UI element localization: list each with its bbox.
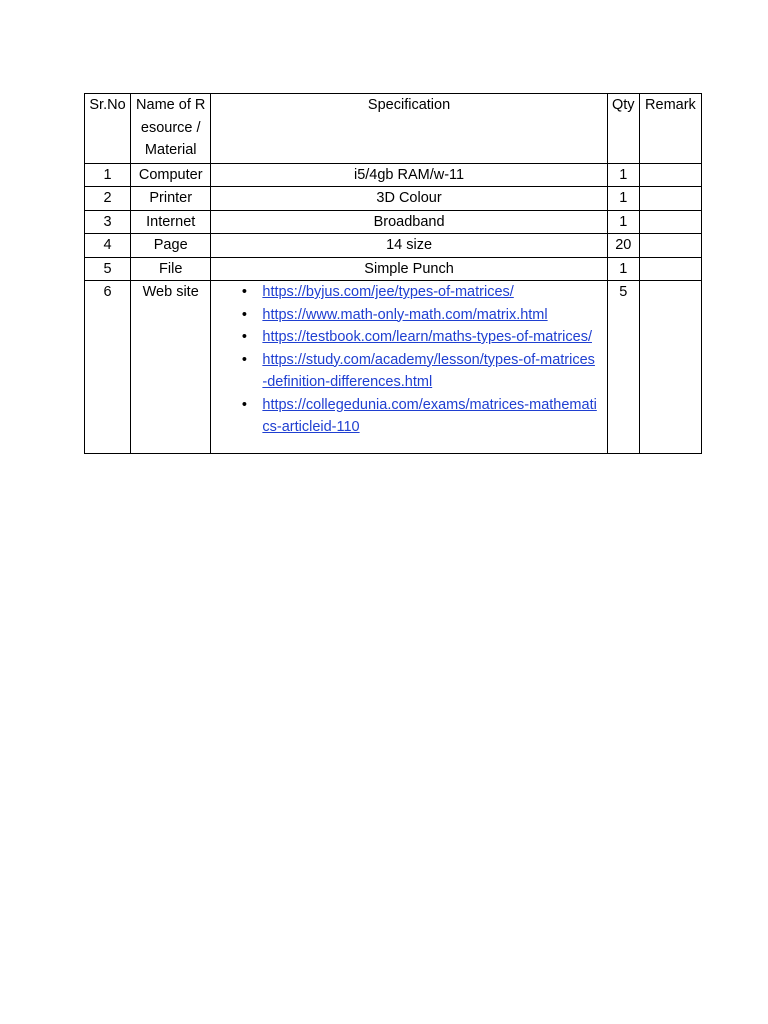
list-item [215,281,602,304]
cell-qty: 5 [607,281,639,454]
website-link-list [215,281,602,453]
list-item [215,349,602,394]
cell-remark [639,187,701,211]
cell-remark [639,257,701,281]
cell-sr-no: 1 [85,163,131,187]
list-item [215,304,602,327]
cell-remark [639,234,701,258]
bullet-icon: • [241,351,247,368]
link-math-only-math[interactable]: https://www.math-only-math.com/matrix.html [262,306,548,323]
bullet-icon: • [241,284,247,300]
header-sr-no: Sr.No [85,94,131,164]
link-study-com[interactable]: https://study.com/academy/lesson/types-of-matrices-definition-differences.html [262,351,595,390]
cell-sr-no: 4 [85,234,131,258]
cell-sr-no: 2 [85,187,131,211]
bullet-icon: • [241,396,247,413]
cell-sr-no: 5 [85,257,131,281]
cell-specification-links [211,281,607,454]
cell-remark [639,281,701,454]
cell-sr-no: 3 [85,210,131,234]
link-testbook[interactable]: https://testbook.com/learn/maths-types-of-matrices/ [262,329,592,345]
cell-name: Page [131,234,211,258]
cell-specification: Simple Punch [211,257,607,281]
cell-qty: 1 [607,163,639,187]
cell-qty: 1 [607,210,639,234]
header-qty: Qty [607,94,639,164]
cell-specification: Broadband [211,210,607,234]
bullet-icon: • [241,329,247,345]
cell-name: Printer [131,187,211,211]
cell-name: Computer [131,163,211,187]
cell-specification: 14 size [211,234,607,258]
header-specification: Specification [211,94,607,164]
cell-specification: 3D Colour [211,187,607,211]
table-header-row [85,94,702,164]
cell-name: Web site [131,281,211,454]
table-row [85,257,702,281]
cell-remark [639,163,701,187]
link-collegedunia[interactable]: https://collegedunia.com/exams/matrices-mathematics-articleid-110 [262,396,597,435]
table-row-websites [85,281,702,454]
cell-qty: 20 [607,234,639,258]
cell-qty: 1 [607,257,639,281]
bullet-icon: • [241,306,247,323]
table-row [85,163,702,187]
list-item [215,394,602,439]
cell-name: Internet [131,210,211,234]
cell-name: File [131,257,211,281]
table-row [85,187,702,211]
cell-remark [639,210,701,234]
cell-sr-no: 6 [85,281,131,454]
table-row [85,234,702,258]
cell-qty: 1 [607,187,639,211]
header-name-of-resource: Name of Resource /Material [131,94,211,164]
cell-specification: i5/4gb RAM/w-11 [211,163,607,187]
header-remark: Remark [639,94,701,164]
link-byjus[interactable]: https://byjus.com/jee/types-of-matrices/ [262,284,514,300]
table-row [85,210,702,234]
list-item [215,326,602,349]
resource-table [84,93,702,454]
